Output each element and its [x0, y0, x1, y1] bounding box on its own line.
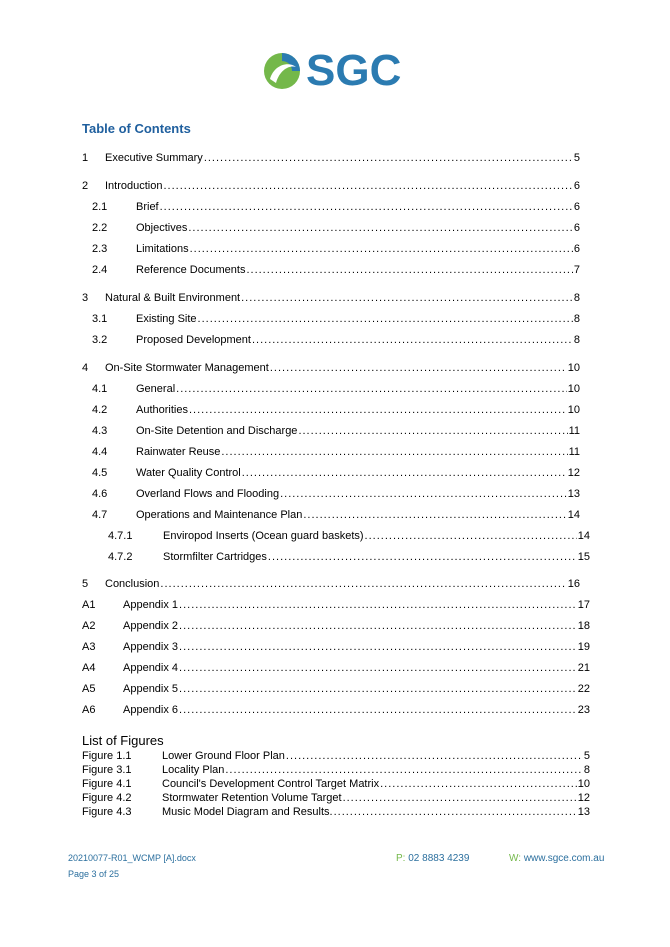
- toc-entry[interactable]: [108, 526, 590, 542]
- toc-entry-number: 3.1: [92, 313, 108, 325]
- toc-leader-dots: [242, 467, 567, 479]
- toc-entry-page: 6: [573, 180, 580, 192]
- toc-entry-number: 4.7.1: [108, 530, 133, 542]
- toc-entry-page: 6: [573, 201, 580, 213]
- toc-entry-page: 13: [567, 488, 580, 500]
- toc-entry-page: 6: [573, 222, 580, 234]
- toc-entry[interactable]: [82, 637, 590, 653]
- toc-entry-page: 14: [577, 530, 590, 542]
- toc-entry[interactable]: [108, 547, 590, 563]
- toc-entry[interactable]: [92, 239, 580, 255]
- toc-entry-title: Brief: [136, 201, 159, 213]
- toc-entry-number: 2.2: [92, 222, 108, 234]
- footer-page-info: Page 3 of 25: [68, 869, 120, 879]
- toc-entry[interactable]: [92, 505, 580, 521]
- toc-entry-title: Stormfilter Cartridges: [163, 551, 267, 563]
- toc-entry-page: 19: [577, 641, 590, 653]
- toc-leader-dots: [303, 509, 566, 521]
- figure-entry[interactable]: [82, 805, 590, 818]
- toc-entry-number: 2.3: [92, 243, 108, 255]
- toc-entry-title: Existing Site: [136, 313, 197, 325]
- figure-entry[interactable]: [82, 777, 590, 790]
- toc-leader-dots: [179, 704, 577, 716]
- toc-entry-page: 10: [567, 404, 580, 416]
- toc-entry-title: On-Site Detention and Discharge: [136, 425, 298, 437]
- toc-entry[interactable]: [92, 309, 580, 325]
- toc-heading: Table of Contents: [82, 121, 191, 136]
- toc-entry-number: 3: [82, 292, 89, 304]
- toc-entry-number: 1: [82, 152, 89, 164]
- figure-entry-title: Council's Development Control Target Matrix: [162, 778, 380, 790]
- toc-leader-dots: [280, 488, 567, 500]
- toc-entry[interactable]: [92, 484, 580, 500]
- list-of-figures-heading: List of Figures: [82, 733, 164, 748]
- footer-phone: [396, 853, 469, 864]
- phone-label: P:: [396, 853, 406, 864]
- toc-entry[interactable]: [82, 148, 580, 164]
- toc-entry-number: 4.6: [92, 488, 108, 500]
- toc-entry-title: Proposed Development: [136, 334, 251, 346]
- toc-leader-dots: [179, 683, 577, 695]
- toc-entry-page: 14: [567, 509, 580, 521]
- toc-leader-dots: [204, 152, 573, 164]
- toc-entry-title: Conclusion: [105, 578, 160, 590]
- toc-entry-page: 8: [573, 334, 580, 346]
- toc-entry-page: 21: [577, 662, 590, 674]
- figure-entry-page: 8: [583, 764, 590, 776]
- toc-entry-title: Introduction: [105, 180, 163, 192]
- toc-entry-number: 4: [82, 362, 89, 374]
- toc-leader-dots: [365, 530, 577, 542]
- toc-entry[interactable]: [92, 463, 580, 479]
- toc-leader-dots: [268, 551, 577, 563]
- toc-entry-number: 4.4: [92, 446, 108, 458]
- toc-leader-dots: [163, 180, 572, 192]
- toc-entry-title: On-Site Stormwater Management: [105, 362, 269, 374]
- toc-entry-page: 8: [573, 313, 580, 325]
- phone-number: 02 8883 4239: [408, 853, 470, 864]
- toc-leader-dots: [160, 201, 573, 213]
- figure-entry-title: Music Model Diagram and Results.: [162, 806, 333, 818]
- figure-entry-page: 10: [577, 778, 590, 790]
- toc-entry-title: General: [136, 383, 176, 395]
- figure-entry-number: Figure 4.2: [82, 792, 132, 804]
- figure-entry-page: 12: [577, 792, 590, 804]
- toc-entry[interactable]: [82, 176, 580, 192]
- toc-entry-title: Appendix 6: [123, 704, 179, 716]
- toc-entry-page: 15: [577, 551, 590, 563]
- toc-entry-title: Appendix 2: [123, 620, 179, 632]
- toc-entry-page: 10: [567, 362, 580, 374]
- toc-entry-page: 22: [577, 683, 590, 695]
- toc-entry-number: A6: [82, 704, 96, 716]
- toc-entry-page: 16: [567, 578, 580, 590]
- toc-entry-number: 4.7.2: [108, 551, 133, 563]
- toc-leader-dots: [252, 334, 573, 346]
- toc-entry[interactable]: [82, 700, 590, 716]
- toc-entry[interactable]: [92, 197, 580, 213]
- figure-entry[interactable]: [82, 791, 590, 804]
- toc-entry[interactable]: [92, 330, 580, 346]
- toc-leader-dots: [179, 641, 577, 653]
- toc-entry-title: Appendix 4: [123, 662, 179, 674]
- toc-entry-page: 12: [567, 467, 580, 479]
- toc-leader-dots: [179, 620, 577, 632]
- toc-entry-page: 8: [573, 292, 580, 304]
- toc-entry-page: 23: [577, 704, 590, 716]
- figure-leader-dots: [225, 764, 583, 776]
- toc-entry-page: 10: [567, 383, 580, 395]
- figure-entry-number: Figure 3.1: [82, 764, 132, 776]
- toc-leader-dots: [241, 292, 573, 304]
- figure-entry-page: 13: [577, 806, 590, 818]
- toc-entry-page: 7: [573, 264, 580, 276]
- company-logo: [262, 46, 402, 95]
- toc-entry-number: 4.5: [92, 467, 108, 479]
- toc-entry-number: 2.4: [92, 264, 108, 276]
- figure-entry-number: Figure 4.3: [82, 806, 132, 818]
- toc-entry[interactable]: [82, 574, 580, 590]
- toc-entry[interactable]: [82, 595, 590, 611]
- toc-leader-dots: [179, 662, 577, 674]
- toc-entry-number: 3.2: [92, 334, 108, 346]
- toc-entry-number: A4: [82, 662, 96, 674]
- toc-entry-number: 4.1: [92, 383, 108, 395]
- website-link[interactable]: www.sgce.com.au: [523, 853, 605, 864]
- toc-leader-dots: [189, 404, 567, 416]
- toc-entry-title: Operations and Maintenance Plan: [136, 509, 303, 521]
- figure-leader-dots: [286, 750, 583, 762]
- toc-entry[interactable]: [92, 421, 580, 437]
- toc-entry[interactable]: [82, 616, 590, 632]
- toc-entry-title: Authorities: [136, 404, 188, 416]
- footer-website: [509, 853, 604, 864]
- toc-entry-title: Natural & Built Environment: [105, 292, 241, 304]
- toc-entry-number: A2: [82, 620, 96, 632]
- toc-leader-dots: [198, 313, 573, 325]
- figure-entry[interactable]: [82, 749, 590, 762]
- toc-entry-title: Appendix 1: [123, 599, 179, 611]
- toc-entry-title: Reference Documents: [136, 264, 246, 276]
- web-label: W:: [509, 853, 522, 864]
- figure-entry[interactable]: [82, 763, 590, 776]
- toc-entry-title: Enviropod Inserts (Ocean guard baskets): [163, 530, 364, 542]
- footer-doc-ref: 20210077-R01_WCMP [A].docx: [68, 853, 196, 863]
- toc-entry-number: A3: [82, 641, 96, 653]
- sgc-logo-mark-icon: [262, 51, 302, 91]
- toc-leader-dots: [270, 362, 567, 374]
- toc-entry-number: 4.7: [92, 509, 108, 521]
- toc-leader-dots: [298, 425, 567, 437]
- toc-entry[interactable]: [92, 442, 580, 458]
- toc-entry[interactable]: [92, 260, 580, 276]
- figure-leader-dots: [334, 806, 577, 818]
- toc-entry-page: 11: [568, 425, 580, 437]
- toc-entry[interactable]: [92, 400, 580, 416]
- toc-entry-page: 11: [568, 446, 580, 458]
- toc-entry[interactable]: [92, 218, 580, 234]
- toc-entry[interactable]: [92, 379, 580, 395]
- toc-entry-title: Appendix 5: [123, 683, 179, 695]
- toc-entry-number: 5: [82, 578, 89, 590]
- figure-entry-title: Locality Plan: [162, 764, 225, 776]
- toc-entry-title: Objectives: [136, 222, 188, 234]
- toc-leader-dots: [221, 446, 567, 458]
- toc-entry-title: Rainwater Reuse: [136, 446, 221, 458]
- figure-entry-title: Stormwater Retention Volume Target: [162, 792, 342, 804]
- figure-entry-number: Figure 4.1: [82, 778, 132, 790]
- logo-text: SGC: [306, 46, 402, 95]
- toc-entry-number: A1: [82, 599, 96, 611]
- toc-entry-title: Appendix 3: [123, 641, 179, 653]
- toc-entry-title: Executive Summary: [105, 152, 203, 164]
- figure-entry-title: Lower Ground Floor Plan: [162, 750, 285, 762]
- figure-leader-dots: [380, 778, 577, 790]
- toc-entry-number: 2.1: [92, 201, 108, 213]
- toc-entry[interactable]: [82, 658, 590, 674]
- toc-entry[interactable]: [82, 288, 580, 304]
- toc-entry-number: 4.2: [92, 404, 108, 416]
- toc-entry-number: 4.3: [92, 425, 108, 437]
- toc-entry-title: Water Quality Control: [136, 467, 241, 479]
- toc-entry[interactable]: [82, 358, 580, 374]
- figure-entry-number: Figure 1.1: [82, 750, 132, 762]
- toc-entry-number: 2: [82, 180, 89, 192]
- figure-leader-dots: [343, 792, 577, 804]
- toc-entry[interactable]: [82, 679, 590, 695]
- toc-entry-page: 5: [573, 152, 580, 164]
- toc-leader-dots: [188, 222, 573, 234]
- toc-leader-dots: [190, 243, 573, 255]
- toc-leader-dots: [160, 578, 566, 590]
- toc-entry-title: Overland Flows and Flooding: [136, 488, 280, 500]
- toc-leader-dots: [179, 599, 577, 611]
- figure-entry-page: 5: [583, 750, 590, 762]
- toc-entry-title: Limitations: [136, 243, 189, 255]
- toc-entry-page: 6: [573, 243, 580, 255]
- toc-entry-page: 17: [577, 599, 590, 611]
- toc-entry-number: A5: [82, 683, 96, 695]
- toc-entry-page: 18: [577, 620, 590, 632]
- toc-leader-dots: [246, 264, 572, 276]
- toc-leader-dots: [176, 383, 567, 395]
